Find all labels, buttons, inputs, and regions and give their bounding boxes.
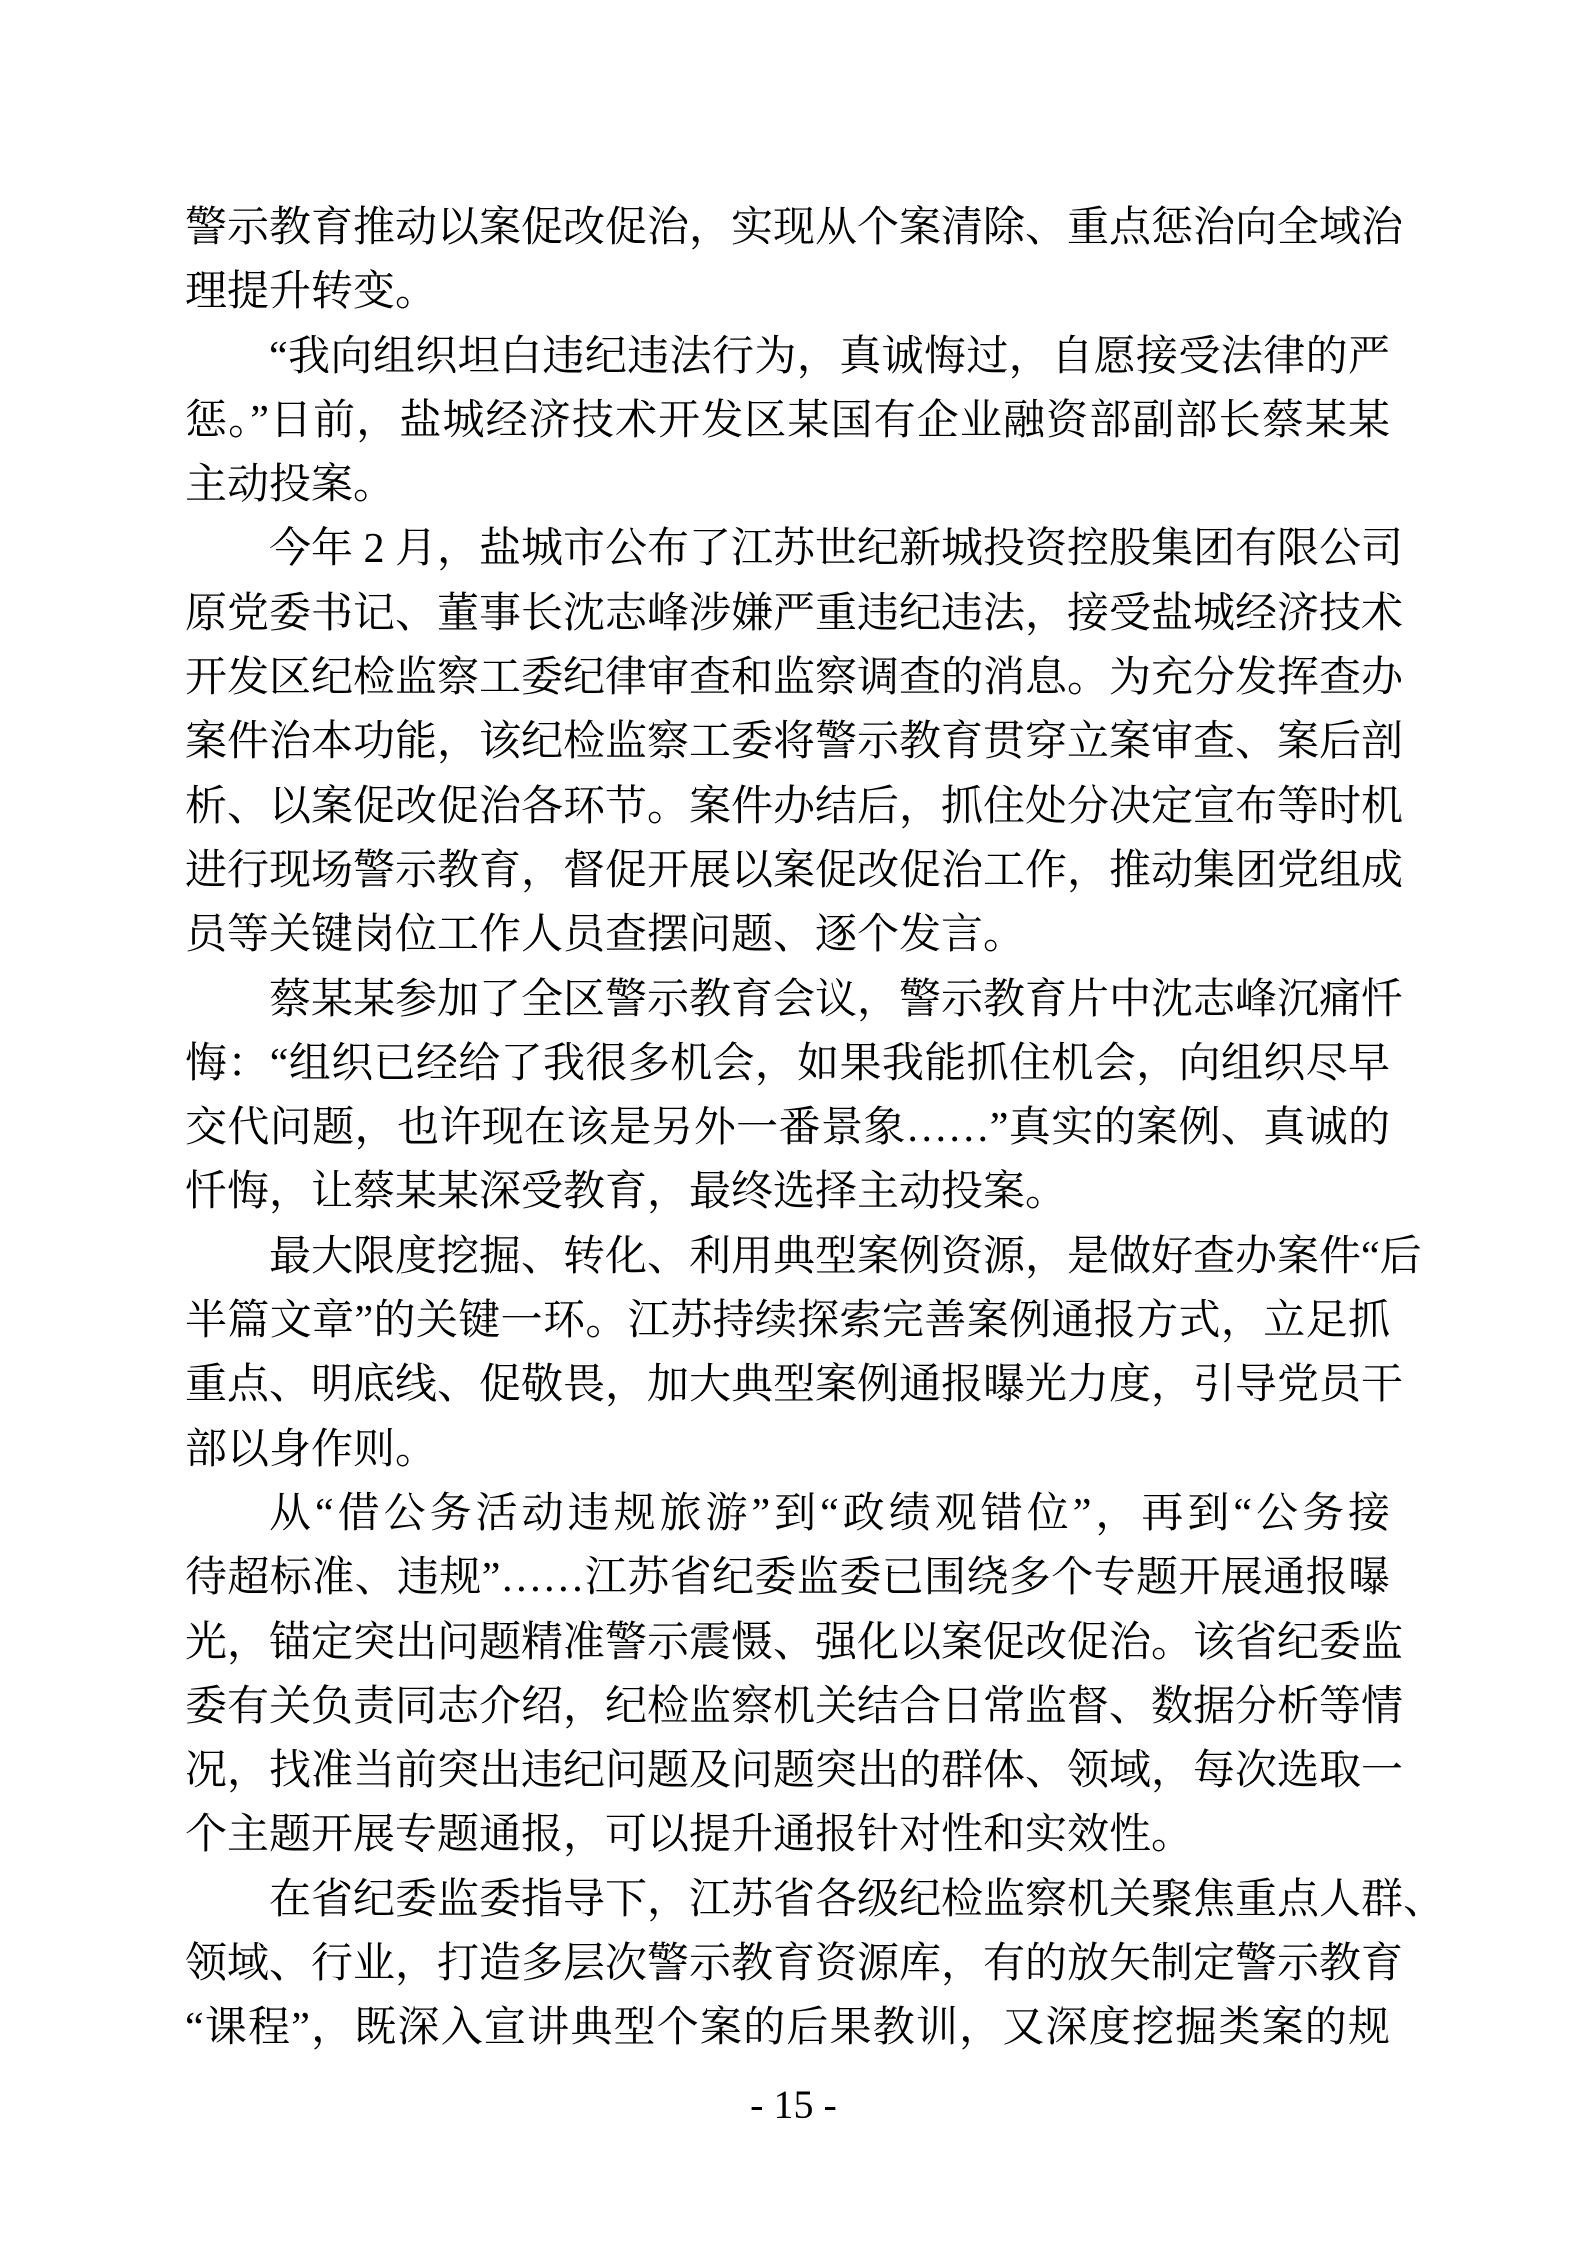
body-line: 案件治本功能，该纪检监察工委将警示教育贯穿立案审查、案后剖 [185, 719, 1404, 766]
body-line: 今年 2 月，盐城市公布了江苏世纪新城投资控股集团有限公司 [269, 526, 1404, 573]
body-line: 在省纪委监委指导下，江苏省各级纪检监察机关聚焦重点人群、 [269, 1876, 1446, 1923]
body-line: 光，锚定突出问题精准警示震慑、强化以案促改促治。该省纪委监 [185, 1619, 1404, 1666]
body-line: 交代问题，也许现在该是另外一番景象……”真实的案例、真诚的 [185, 1105, 1390, 1152]
page-footer [0, 2082, 1587, 2128]
body-line: 领域、行业，打造多层次警示教育资源库，有的放矢制定警示教育 [185, 1941, 1404, 1988]
body-line: 理提升转变。 [185, 269, 438, 316]
body-line: 悔：“组织已经给了我很多机会，如果我能抓住机会，向组织尽早 [185, 1040, 1390, 1087]
body-line: 况，找准当前突出违纪问题及问题突出的群体、领域，每次选取一 [185, 1748, 1404, 1795]
body-line: 最大限度挖掘、转化、利用典型案例资源，是做好查办案件“后 [269, 1233, 1422, 1280]
body-line: “课程”，既深入宣讲典型个案的后果教训，又深度挖掘类案的规 [185, 2005, 1390, 2052]
body-line: 委有关负责同志介绍，纪检监察机关结合日常监督、数据分析等情 [185, 1683, 1404, 1730]
document-body [185, 196, 1446, 2061]
body-line: 从“借公务活动违规旅游”到“政绩观错位”，再到“公务接 [269, 1490, 1390, 1537]
body-line: 蔡某某参加了全区警示教育会议，警示教育片中沈志峰沉痛忏 [269, 976, 1404, 1023]
body-line: 惩。”日前，盐城经济技术开发区某国有企业融资部副部长蔡某某 [185, 397, 1390, 444]
body-line: 主动投案。 [185, 462, 396, 509]
body-line: 半篇文章”的关键一环。江苏持续探索完善案例通报方式，立足抓 [185, 1298, 1390, 1345]
body-line: 个主题开展专题通报，可以提升通报针对性和实效性。 [185, 1812, 1194, 1859]
body-line: 待超标准、违规”……江苏省纪委监委已围绕多个专题开展通报曝 [185, 1555, 1390, 1602]
body-line: 员等关键岗位工作人员查摆问题、逐个发言。 [185, 912, 1026, 959]
body-line: 开发区纪检监察工委纪律审查和监察调查的消息。为充分发挥查办 [185, 655, 1404, 702]
body-line: “我向组织坦白违纪违法行为，真诚悔过，自愿接受法律的严 [269, 333, 1390, 380]
body-line: 进行现场警示教育，督促开展以案促改促治工作，推动集团党组成 [185, 847, 1404, 894]
body-line: 析、以案促改促治各环节。案件办结后，抓住处分决定宣布等时机 [185, 783, 1404, 830]
body-line: 忏悔，让蔡某某深受教育，最终选择主动投案。 [185, 1169, 1068, 1216]
body-line: 警示教育推动以案促改促治，实现从个案清除、重点惩治向全域治 [185, 205, 1404, 251]
body-line: 原党委书记、董事长沈志峰涉嫌严重违纪违法，接受盐城经济技术 [185, 590, 1404, 637]
body-line: 重点、明底线、促敬畏，加大典型案例通报曝光力度，引导党员干 [185, 1362, 1404, 1409]
body-line: 部以身作则。 [185, 1426, 438, 1473]
page-number: - 15 - [750, 2082, 837, 2127]
